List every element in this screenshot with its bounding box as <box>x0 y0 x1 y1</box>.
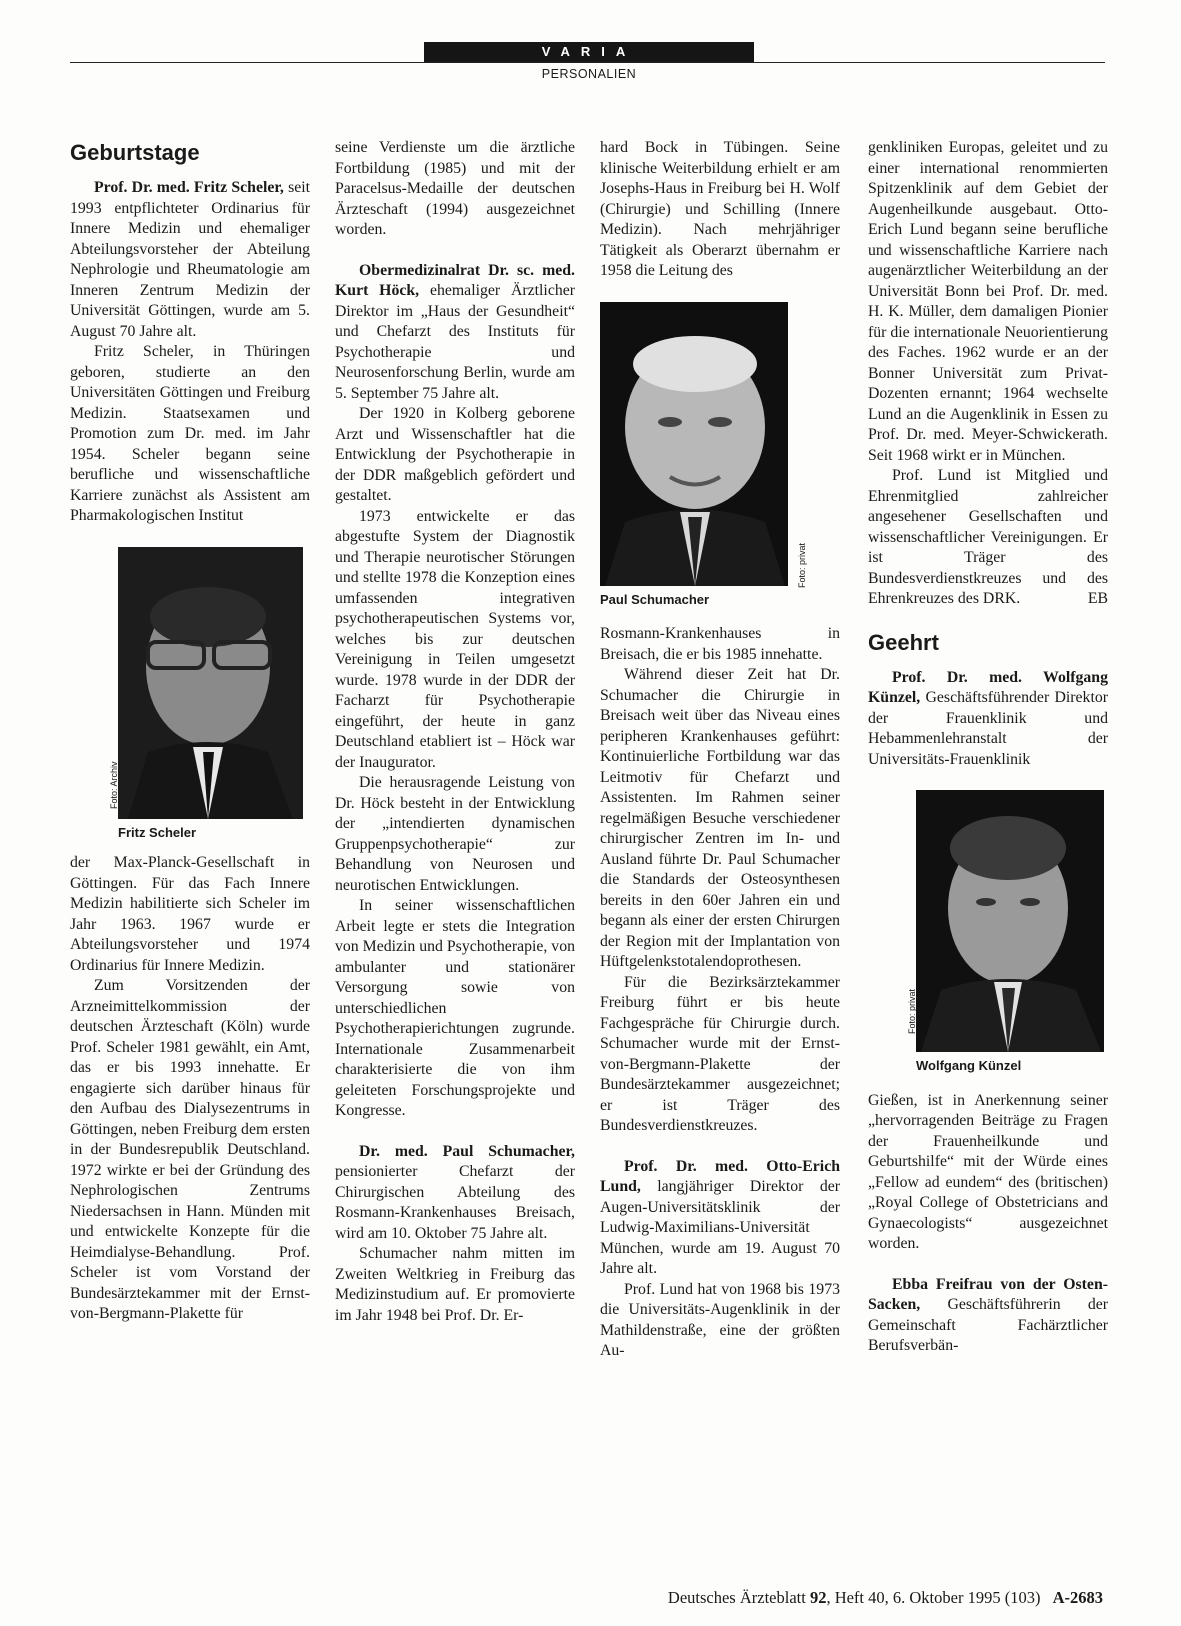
hoeck-text-3: 1973 entwickelte er das abgestufte System der Diagnostik und Therapie neurotischer Störungen und stellte 1978 die Konzeption eines umfassenden integrativen psychotherapeutischen Systems vor, welches bis zur deutschen Vereinigung in Teilen umgesetzt wurde. 1978 wurde in der DDR der Facharzt für Psychotherapie eingeführt, der heute in ganz Deutschland etabliert ist – Höck war der Inaugurator. <box>335 507 575 771</box>
journal-name: Deutsches Ärzteblatt <box>667 1588 806 1607</box>
photo-credit-kuenzel: Foto: privat <box>907 988 917 1034</box>
schumacher-text-2: Schumacher nahm mitten im Zweiten Weltkrieg in Freiburg das Medizinstudium auf. Er promovierte im Jahr 1948 bei Prof. Dr. Er- <box>335 1245 575 1324</box>
column-1 <box>70 138 310 1325</box>
scheler-text-3: der Max-Planck-Gesellschaft in Göttingen. Für das Fach Innere Medizin habilitierte sich Scheler im Jahr 1963. 1967 wurde er Abteilungsvorsteher und 1974 Ordinarius für Innere Medizin. <box>70 854 310 974</box>
kuenzel-text-1: Geschäftsführender Direktor der Frauenklinik und Hebammenlehranstalt der Universitäts-Frauenklinik <box>868 689 1108 768</box>
header-rule <box>70 62 1105 63</box>
scheler-text-5: seine Verdienste um die ärztliche Fortbildung (1985) und mit der Paracelsus-Medaille der deutschen Ärzteschaft (1994) ausgezeichnet worden. <box>335 139 575 238</box>
kuenzel-intro <box>868 668 1108 771</box>
osten-intro <box>868 1275 1108 1357</box>
schumacher-intro <box>335 1142 575 1245</box>
schumacher-text-3: hard Bock in Tübingen. Seine klinische Weiterbildung erhielt er am Josephs-Haus in Freiburg bei H. Wolf (Chirurgie) und Schilling (Innere Medizin). Nach mehrjähriger Tätigkeit als Oberarzt übernahm er 1958 die Leitung des <box>600 139 840 279</box>
lund-text-2: Prof. Lund hat von 1968 bis 1973 die Universitäts-Augenklinik in der Mathildenstraße, eine der größten Au- <box>600 1280 840 1359</box>
author-signature: EB <box>1087 590 1108 607</box>
schumacher-text-4: Rosmann-Krankenhauses in Breisach, die er bis 1985 innehatte. <box>600 625 840 663</box>
page-footer <box>668 1588 1103 1608</box>
lund-intro <box>600 1157 840 1280</box>
osten-name: Ebba Freifrau von der Osten-Sacken, <box>868 1275 1108 1313</box>
section-subtitle: PERSONALIEN <box>541 67 637 81</box>
photo-kuenzel <box>907 790 1108 1077</box>
column-3 <box>600 138 840 1362</box>
journal-issue: , Heft 40, 6. Oktober 1995 (103) <box>826 1588 1041 1607</box>
lund-text-3: genkliniken Europas, geleitet und zu einer international renommierten Spitzenklinik auf dem Gebiet der Augenheilkunde ausgebaut. Otto-Erich Lund begann seine berufliche und wissenschaftliche Karriere nach augenärztlicher Weiterbildung an der Universität Bonn bei Prof. Dr. med. H. K. Müller, dem damaligen Pionier für die internationale Neuorientierung des Faches. 1962 wurde er an der Bonner Universität zum Privat-Dozenten ernannt; 1964 wechselte Lund an die Augenklinik in Essen zu Prof. Dr. med. Meyer-Schwickerath. Seit 1968 wirkt er in München. <box>868 139 1108 464</box>
scheler-text-1: seit 1993 entpflichteter Ordinarius für Innere Medizin und ehemaliger Abteilungsvorsteher der Abteilung Nephrologie und Rheumatologie am Inneren Zentrum Medizin der Universität Göttingen, wurde am 5. August 70 Jahre alt. <box>70 179 310 340</box>
hoeck-intro <box>335 261 575 405</box>
osten-text-1: Geschäftsführerin der Gemeinschaft Fachärztlicher Berufsverbän- <box>868 1296 1108 1354</box>
hoeck-text-1: ehemaliger Ärztlicher Direktor im „Haus der Gesundheit“ und Chefarzt des Instituts für Psychotherapie und Neurosenforschung Berlin, wurde am 5. September 75 Jahre alt. <box>335 282 575 402</box>
schumacher-text-1: pensionierter Chefarzt der Chirurgischen Abteilung des Rosmann-Krankenhauses Breisach, wird am 10. Oktober 75 Jahre alt. <box>335 1163 575 1242</box>
caption-scheler: Fritz Scheler <box>118 824 197 840</box>
column-4 <box>868 138 1108 1357</box>
lund-text-1: langjähriger Direktor der Augen-Universitätsklinik der Ludwig-Maximilians-Universität München, wurde am 19. August 70 Jahre alt. <box>600 1178 840 1277</box>
kuenzel-text-2: Gießen, ist in Anerkennung seiner „hervorragenden Beiträge zu Fragen der Frauenheilkunde und Geburtshilfe“ mit der Würde eines „Fellow ad eundem“ des (britischen) „Royal College of Obstetricians and Gynaecologists“ ausgezeichnet worden. <box>868 1091 1108 1252</box>
hoeck-text-5: In seiner wissenschaftlichen Arbeit legte er stets die Integration von Medizin und Psychotherapie, von ambulanter und stationärer Versorgung sowie von unterschiedlichen Psychotherapierichtungen zugrunde. Internationale Zusammenarbeit charakterisierte die von ihm geleiteten Forschungsprojekte und Kongresse. <box>335 897 575 1119</box>
column-2 <box>335 138 575 1326</box>
hoeck-text-2: Der 1920 in Kolberg geborene Arzt und Wissenschaftler hat die Entwicklung der Psychotherapie in der DDR maßgeblich gefördert und gestaltet. <box>335 405 575 504</box>
hoeck-text-4: Die herausragende Leistung von Dr. Höck besteht in der Entwicklung der „intendierten dynamischen Gruppenpsychotherapie“ zur Behandlung von Neurosen und neurotischen Entwicklungen. <box>335 774 575 894</box>
photo-credit-scheler: Foto: Archiv <box>109 760 119 809</box>
section-banner: VARIA <box>424 42 754 62</box>
photo-scheler <box>109 547 310 844</box>
scheler-text-2: Fritz Scheler, in Thüringen geboren, studierte an den Universitäten Göttingen und Freiburg Medizin. Staatsexamen und Promotion zum Dr. med. im Jahr 1954. Scheler begann seine berufliche und wissenschaftliche Karriere zunächst als Assistent am Pharmakologischen Institut <box>70 343 310 524</box>
portrait-schumacher <box>600 302 788 586</box>
heading-geburtstage: Geburtstage <box>70 140 200 165</box>
photo-credit-schumacher: Foto: privat <box>797 542 807 588</box>
lund-name: Prof. Dr. med. Otto-Erich Lund, <box>600 1157 840 1195</box>
photo-schumacher <box>600 302 840 611</box>
lund-text-4 <box>868 466 1108 610</box>
scheler-name: Prof. Dr. med. Fritz Scheler, <box>94 179 284 196</box>
heading-geehrt: Geehrt <box>868 629 939 655</box>
scheler-intro <box>70 178 310 342</box>
caption-kuenzel: Wolfgang Künzel <box>916 1058 1022 1073</box>
journal-volume: 92 <box>809 1588 827 1607</box>
portrait-scheler <box>118 547 303 819</box>
schumacher-text-6: Für die Bezirksärztekammer Freiburg führt er bis heute Fachgespräche für Chirurgie durch. Schumacher wurde mit der Ernst-von-Bergmann-Plakette der Bundesärztekammer ausgezeichnet; er ist Träger des Bundesverdienstkreuzes. <box>600 973 840 1134</box>
scheler-text-4: Zum Vorsitzenden der Arzneimittelkommission der deutschen Ärzteschaft (Köln) wurde Prof. Scheler 1981 gewählt, ein Amt, das er bis 1993 innehatte. Er engagierte sich darüber hinaus für den Aufbau des Dialysezentrums in Göttingen, neben Freiburg dem ersten in der Bundesrepublik Deutschland. 1972 wirkte er bei der Gründung des Nephrologischen Zentrums Niedersachsen in Hann. Münden mit und entwickelte Konzepte für die Heimdialyse-Behandlung. Prof. Scheler ist vom Vorstand der Bundesärztekammer mit der Ernst-von-Bergmann-Plakette für <box>70 977 310 1322</box>
page-number: A-2683 <box>1052 1588 1103 1607</box>
hoeck-name: Obermedizinalrat Dr. sc. med. Kurt Höck, <box>335 261 575 299</box>
schumacher-text-5: Während dieser Zeit hat Dr. Schumacher die Chirurgie in Breisach weit über das Niveau eines peripheren Krankenhauses geführt: Kontinuierliche Fortbildung war das Leitmotiv für Chefarzt und Assistenten. Im Rahmen seiner regelmäßigen Besuche verschiedener chirurgischer Zentren im In- und Ausland führte Dr. Paul Schumacher die Standards der Osteosynthesen bereits in den 60er Jahren ein und begann als einer der ersten Chirurgen der Region mit der Implantation von Hüftgelenkstotalendoprothesen. <box>600 666 840 970</box>
schumacher-name: Dr. med. Paul Schumacher, <box>359 1142 575 1160</box>
kuenzel-name: Prof. Dr. med. Wolfgang Künzel, <box>868 668 1108 706</box>
lund-text-4-body: Prof. Lund ist Mitglied und Ehrenmitglied zahlreicher angesehener Gesellschaften und wissenschaftlicher Vereinigungen. Er ist Träger des Bundesverdienstkreuzes und des Ehrenkreuzes des DRK. <box>868 467 1108 607</box>
portrait-kuenzel <box>916 790 1104 1052</box>
caption-schumacher: Paul Schumacher <box>600 591 710 607</box>
